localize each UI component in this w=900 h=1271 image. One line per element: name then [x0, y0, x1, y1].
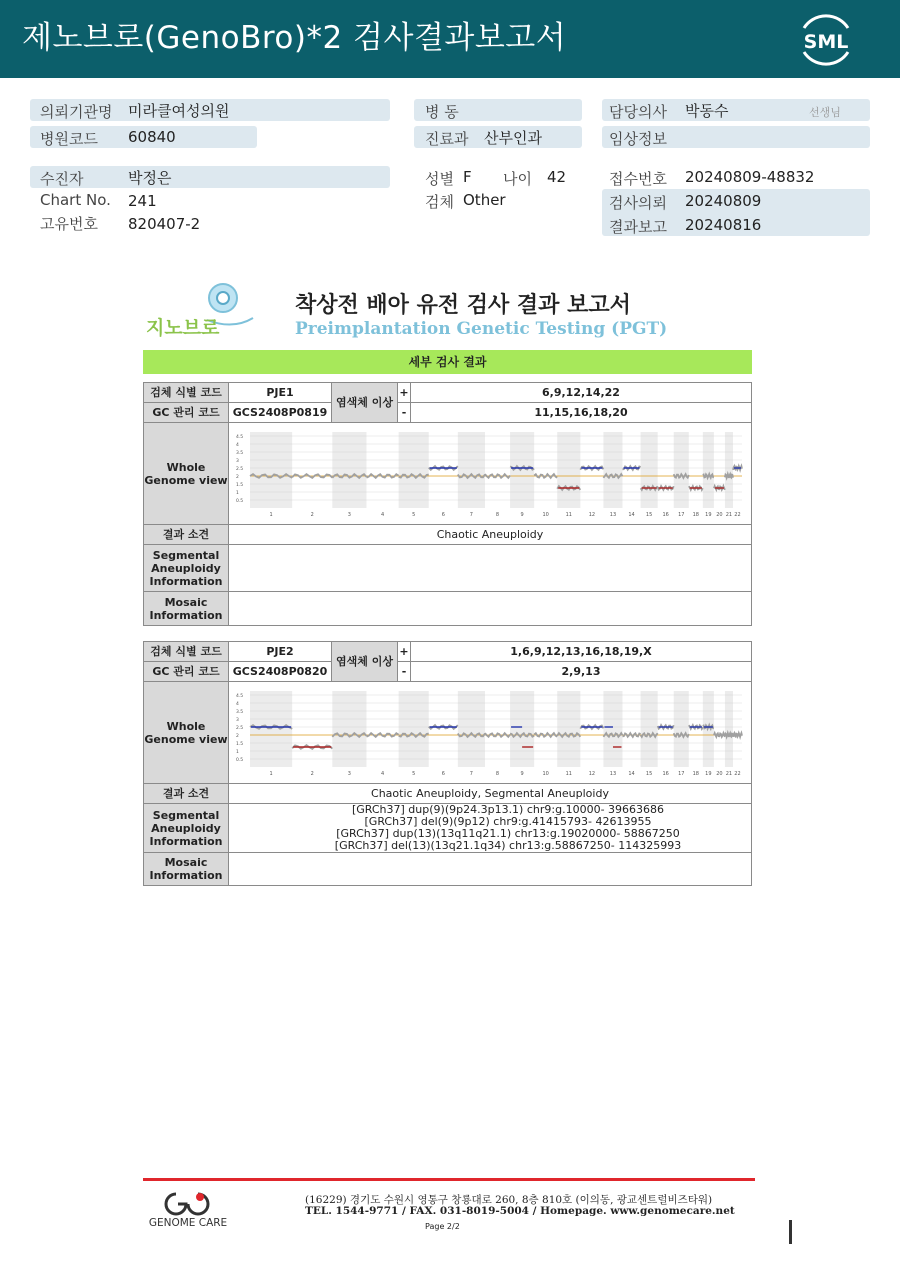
chromosome-band: [399, 691, 429, 767]
gc-code-label: GC 관리 코드: [144, 662, 229, 682]
chromosome-label: 16: [662, 512, 669, 518]
doctor-suffix: 선생님: [809, 106, 841, 119]
sample-id-value: PJE2: [229, 642, 332, 662]
header-bar: [0, 0, 900, 78]
chromosome-label: 7: [469, 512, 473, 518]
report-heading: [143, 280, 753, 344]
chromosome-label: 9: [520, 771, 524, 777]
gc-code-label: GC 관리 코드: [144, 403, 229, 423]
age-label: 나이: [503, 170, 532, 188]
chromosome-band: [641, 432, 658, 508]
result-table-2: [143, 641, 752, 886]
chromosome-label: 8: [495, 771, 500, 777]
report-title: 착상전 배아 유전 검사 결과 보고서: [295, 293, 631, 318]
table-row: [144, 525, 752, 545]
genobro-logo: [143, 280, 263, 342]
chromosome-label: 4: [380, 512, 385, 518]
y-tick-label: 1: [236, 750, 239, 755]
table-row: [144, 545, 752, 592]
table-row: [144, 592, 752, 626]
y-tick-label: 3: [236, 718, 239, 723]
uid-value: 820407-2: [128, 215, 201, 233]
loss-value: 2,9,13: [411, 662, 752, 682]
finding-value: Chaotic Aneuploidy: [229, 525, 752, 545]
sex-label: 성별: [425, 170, 454, 188]
y-tick-label: 2.5: [236, 467, 244, 472]
y-tick-label: 4.5: [236, 435, 244, 440]
chromosome-band: [458, 691, 485, 767]
section-header: 세부 검사 결과: [143, 350, 752, 374]
chromosome-label: 22: [734, 512, 741, 518]
request-value: 20240809: [685, 192, 762, 210]
table-row: [144, 784, 752, 804]
info-pill: [30, 166, 390, 188]
specimen-label: 검체: [425, 193, 454, 211]
gc-code-value: GCS2408P0820: [229, 662, 332, 682]
gain-sign: +: [398, 642, 411, 662]
chromosome-label: 9: [520, 512, 524, 518]
patient-value: 박정은: [128, 169, 172, 187]
chromosome-band: [557, 432, 580, 508]
mosaic-value: [229, 592, 752, 626]
chromosome-label: 19: [705, 771, 712, 777]
genome-care-logo: [140, 1188, 236, 1230]
chromosome-label: 11: [565, 771, 572, 777]
patient-label: 수진자: [40, 170, 84, 188]
chromosome-label: 13: [609, 771, 617, 777]
chromosome-band: [603, 691, 622, 767]
copy-number-trace: [485, 474, 510, 478]
chromosome-label: 6: [441, 512, 445, 518]
segmental-value: [229, 804, 752, 853]
chrom-abn-label: 염색체 이상: [332, 383, 398, 423]
genome-plot-1: [234, 426, 746, 518]
y-tick-label: 4.5: [236, 694, 244, 699]
page-title: 제노브로(GenoBro)*2 검사결과보고서: [22, 20, 567, 56]
chart-label: Chart No.: [40, 191, 111, 209]
y-tick-label: 4: [236, 443, 239, 448]
segmental-value: [229, 545, 752, 592]
chromosome-label: 14: [628, 771, 635, 777]
chromosome-label: 10: [542, 512, 549, 518]
chromosome-label: 10: [542, 771, 549, 777]
receipt-value: 20240809-48832: [685, 168, 815, 186]
doctor-label: 담당의사: [609, 103, 667, 121]
chromosome-label: 14: [628, 512, 635, 518]
mosaic-label: Mosaic Information: [144, 853, 229, 886]
chromosome-label: 2: [310, 771, 314, 777]
loss-sign: -: [398, 403, 411, 423]
table-row: [144, 383, 752, 403]
chromosome-band: [399, 432, 429, 508]
segmental-label: Segmental Aneuploidy Information: [144, 804, 229, 853]
y-tick-label: 4: [236, 702, 239, 707]
genome-care-logo-text: GENOME CARE: [148, 1217, 228, 1229]
chart-value: 241: [128, 192, 157, 210]
chromosome-label: 18: [692, 512, 699, 518]
chromosome-label: 15: [645, 771, 653, 777]
chromosome-label: 19: [705, 512, 712, 518]
hospital-code-label: 병원코드: [40, 130, 98, 148]
copy-number-trace: [703, 474, 714, 478]
genome-view-label: Whole Genome view: [144, 423, 229, 525]
genome-plot-2: [234, 685, 746, 777]
chromosome-band: [703, 432, 714, 508]
y-tick-label: 0.5: [236, 758, 244, 763]
chromosome-band: [510, 691, 534, 767]
report-value: 20240816: [685, 216, 762, 234]
table-row: [144, 682, 752, 784]
segmental-line: [GRCh37] dup(13)(13q11q21.1) chr13:g.19020000- 58867250: [336, 827, 680, 840]
chromosome-label: 21: [725, 512, 733, 518]
request-label: 검사의뢰: [609, 194, 667, 212]
finding-value: Chaotic Aneuploidy, Segmental Aneuploidy: [229, 784, 752, 804]
chromosome-band: [725, 691, 733, 767]
table-row: [144, 423, 752, 525]
y-tick-label: 0.5: [236, 499, 244, 504]
y-tick-label: 2: [236, 734, 239, 739]
chromosome-label: 21: [725, 771, 733, 777]
segmental-line: [GRCh37] del(9)(9p12) chr9:g.41415793- 42613955: [364, 815, 652, 828]
chromosome-band: [725, 432, 733, 508]
specimen-value: Other: [463, 191, 506, 209]
y-tick-label: 1.5: [236, 483, 244, 488]
chromosome-label: 8: [495, 512, 500, 518]
y-tick-label: 1: [236, 491, 239, 496]
chromosome-label: 17: [678, 512, 685, 518]
chromosome-label: 20: [716, 771, 723, 777]
age-value: 42: [547, 168, 567, 186]
mosaic-label: Mosaic Information: [144, 592, 229, 626]
footer-contact: TEL. 1544-9771 / FAX. 031-8019-5004 / Homepage. www.genomecare.net: [305, 1205, 735, 1217]
y-tick-label: 3.5: [236, 451, 244, 456]
chromosome-label: 16: [662, 771, 669, 777]
chromosome-label: 17: [678, 771, 685, 777]
chromosome-label: 3: [347, 512, 351, 518]
loss-value: 11,15,16,18,20: [411, 403, 752, 423]
chromosome-label: 3: [347, 771, 351, 777]
sample-id-label: 검체 식별 코드: [144, 642, 229, 662]
segmental-line: [GRCh37] del(13)(13q21.1q34) chr13:g.58867250- 114325993: [334, 839, 682, 852]
gain-value: 6,9,12,14,22: [411, 383, 752, 403]
finding-label: 결과 소견: [144, 784, 229, 804]
gain-value: 1,6,9,12,13,16,18,19,X: [411, 642, 752, 662]
chromosome-label: 5: [412, 512, 416, 518]
clinical-label: 임상정보: [609, 130, 667, 148]
genome-plot-cell: [229, 423, 752, 525]
chromosome-label: 20: [716, 512, 723, 518]
receipt-label: 접수번호: [609, 170, 667, 188]
sample-id-label: 검체 식별 코드: [144, 383, 229, 403]
chromosome-label: 12: [588, 512, 596, 518]
y-tick-label: 2.5: [236, 726, 244, 731]
chromosome-label: 18: [692, 771, 699, 777]
chromosome-band: [250, 432, 292, 508]
chromosome-band: [603, 432, 622, 508]
report-subtitle: Preimplantation Genetic Testing (PGT): [295, 319, 668, 339]
institution-label: 의뢰기관명: [40, 103, 113, 121]
gain-sign: +: [398, 383, 411, 403]
dept-label: 진료과: [425, 130, 469, 148]
table-row: [144, 662, 752, 682]
table-row: [144, 804, 752, 853]
chromosome-label: 22: [734, 771, 741, 777]
footer-address: (16229) 경기도 수원시 영통구 창룡대로 260, 8층 810호 (이의동, 광교센트럴비즈타워): [305, 1194, 713, 1206]
chromosome-label: 7: [469, 771, 473, 777]
table-row: [144, 853, 752, 886]
chromosome-band: [674, 432, 689, 508]
hospital-code-value: 60840: [128, 128, 176, 146]
mosaic-value: [229, 853, 752, 886]
copy-number-trace: [725, 474, 733, 478]
text-cursor: [789, 1220, 792, 1244]
page-number: Page 2/2: [425, 1222, 460, 1231]
chromosome-band: [641, 691, 658, 767]
footer-divider: [143, 1178, 755, 1181]
chromosome-band: [557, 691, 580, 767]
dept-value: 산부인과: [484, 129, 542, 147]
chromosome-label: 1: [269, 512, 273, 518]
chromosome-band: [458, 432, 485, 508]
genobro-logo-text: 지노브로: [146, 317, 220, 339]
genome-view-label: Whole Genome view: [144, 682, 229, 784]
chromosome-label: 13: [609, 512, 617, 518]
institution-value: 미라클여성의원: [128, 102, 230, 120]
doctor-value: 박동수: [685, 102, 729, 120]
result-table-1: [143, 382, 752, 626]
copy-number-trace: [485, 733, 510, 737]
chromosome-label: 15: [645, 512, 653, 518]
table-row: [144, 642, 752, 662]
report-label: 결과보고: [609, 218, 667, 236]
y-tick-label: 3.5: [236, 710, 244, 715]
segmental-label: Segmental Aneuploidy Information: [144, 545, 229, 592]
gc-code-value: GCS2408P0819: [229, 403, 332, 423]
copy-number-trace: [623, 733, 641, 737]
sml-logo-text: SML: [803, 31, 849, 53]
chromosome-label: 11: [565, 512, 572, 518]
y-tick-label: 3: [236, 459, 239, 464]
chromosome-band: [332, 432, 366, 508]
chromosome-label: 2: [310, 512, 314, 518]
sml-logo: [796, 12, 856, 66]
chromosome-label: 12: [588, 771, 596, 777]
chromosome-label: 5: [412, 771, 416, 777]
chrom-abn-label: 염색체 이상: [332, 642, 398, 682]
y-tick-label: 2: [236, 475, 239, 480]
copy-number-trace: [714, 733, 725, 737]
ward-label: 병 동: [425, 103, 459, 121]
segmental-line: [GRCh37] dup(9)(9p24.3p13.1) chr9:g.10000- 39663686: [351, 803, 665, 816]
finding-label: 결과 소견: [144, 525, 229, 545]
chromosome-label: 4: [380, 771, 385, 777]
y-tick-label: 1.5: [236, 742, 244, 747]
table-row: [144, 403, 752, 423]
chromosome-label: 6: [441, 771, 445, 777]
uid-label: 고유번호: [40, 215, 98, 233]
chromosome-band: [674, 691, 689, 767]
sample-id-value: PJE1: [229, 383, 332, 403]
chromosome-label: 1: [269, 771, 273, 777]
copy-number-trace: [733, 733, 742, 737]
chromosome-band: [332, 691, 366, 767]
sex-value: F: [463, 168, 472, 186]
copy-number-trace: [725, 733, 733, 737]
genome-plot-cell: [229, 682, 752, 784]
loss-sign: -: [398, 662, 411, 682]
